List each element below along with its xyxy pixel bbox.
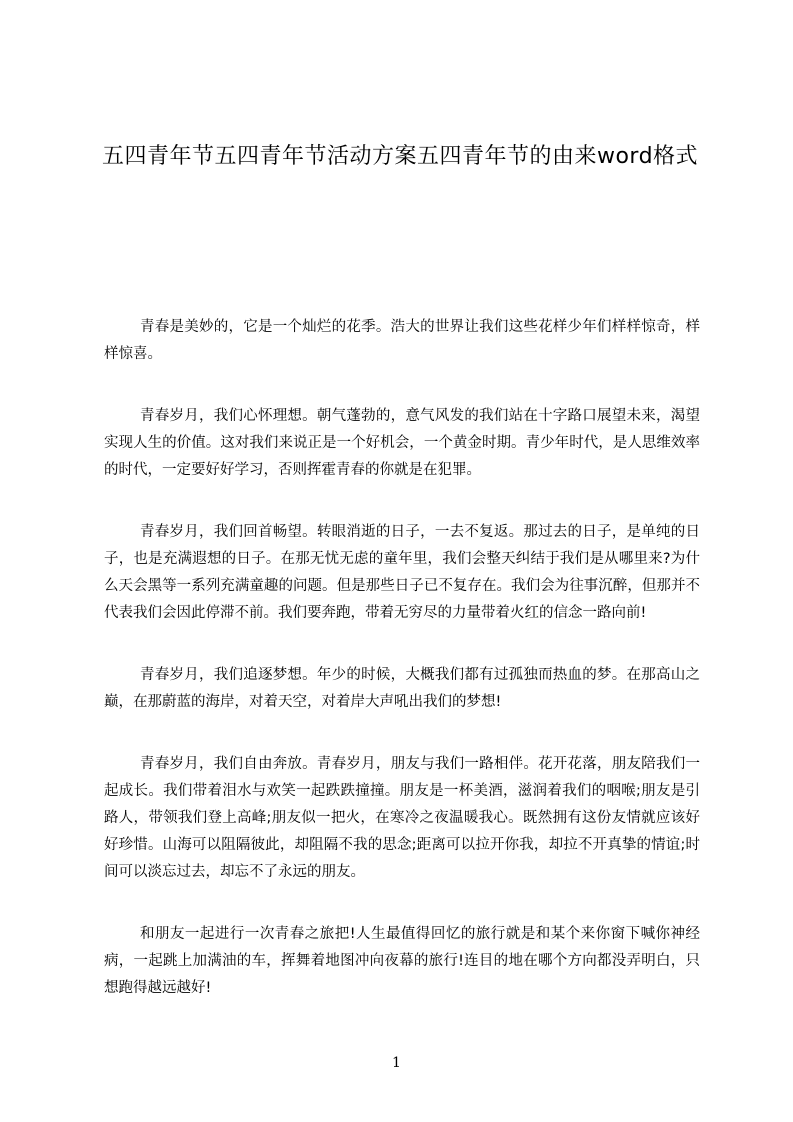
document-body bbox=[104, 314, 700, 1037]
page-number: 1 bbox=[392, 1055, 401, 1071]
paragraph-2: 青春岁月，我们心怀理想。朝气蓬勃的，意气风发的我们站在十字路口展望未来，渴望实现人生的价值。这对我们来说正是一个好机会，一个黄金时期。青少年时代，是人思维效率的时代，一定要好好学习，否则挥霍青春的你就是在犯罪。 bbox=[104, 408, 700, 478]
paragraph-3: 青春岁月，我们回首畅望。转眼消逝的日子，一去不复返。那过去的日子，是单纯的日子，也是充满遐想的日子。在那无忧无虑的童年里，我们会整天纠结于我们是从哪里来?为什么天会黑等一系列充满童趣的问题。但是那些日子已不复存在。我们会为往事沉醉，但那并不代表我们会因此停滞不前。我们要奔跑，带着无穷尽的力量带着火红的信念一路向前! bbox=[104, 524, 700, 621]
paragraph-4: 青春岁月，我们追逐梦想。年少的时候，大概我们都有过孤独而热血的梦。在那高山之巅，在那蔚蓝的海岸，对着天空，对着岸大声吼出我们的梦想! bbox=[104, 667, 700, 710]
paragraph-6: 和朋友一起进行一次青春之旅把!人生最值得回忆的旅行就是和某个来你窗下喊你神经病，一起跳上加满油的车，挥舞着地图冲向夜幕的旅行!连目的地在哪个方向都没弄明白，只想跑得越远越好! bbox=[104, 926, 700, 996]
document-title: 五四青年节五四青年节活动方案五四青年节的由来word格式 bbox=[101, 144, 699, 169]
paragraph-1: 青春是美妙的，它是一个灿烂的花季。浩大的世界让我们这些花样少年们样样惊奇，样样惊喜。 bbox=[104, 319, 700, 362]
paragraph-5: 青春岁月，我们自由奔放。青春岁月，朋友与我们一路相伴。花开花落，朋友陪我们一起成长。我们带着泪水与欢笑一起跌跌撞撞。朋友是一杯美酒，滋润着我们的咽喉;朋友是引路人，带领我们登上高峰;朋友似一把火，在寒冷之夜温暖我心。既然拥有这份友情就应该好好珍惜。山海可以阻隔彼此，却阻隔不我的思念;距离可以拉开你我，却拉不开真挚的情谊;时间可以淡忘过去，却忘不了永远的朋友。 bbox=[104, 756, 700, 880]
